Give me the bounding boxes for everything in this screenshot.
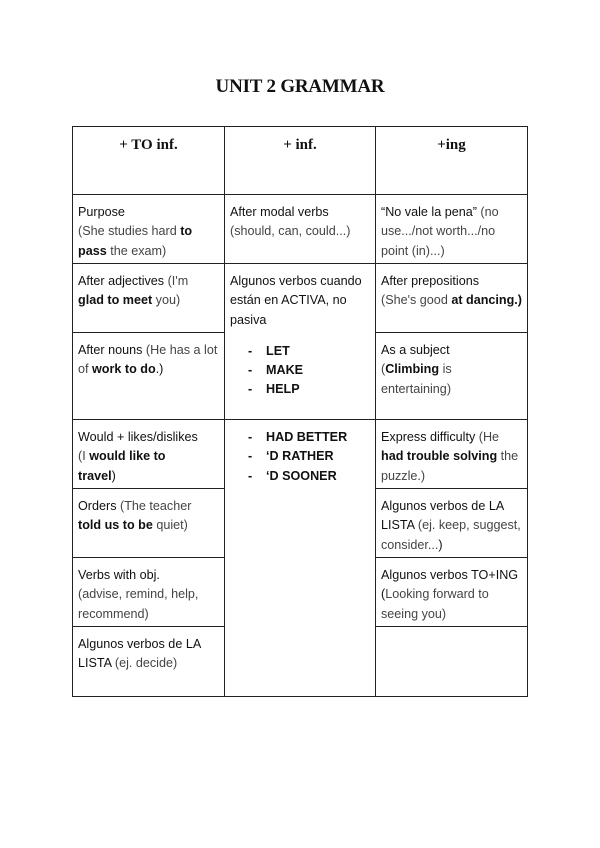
cell-empty — [376, 627, 528, 697]
cell-as-subject: As a subject (Climbing is entertaining) — [376, 333, 528, 420]
cell-would-like: Would + likes/dislikes (I would like to travel) — [73, 420, 225, 489]
header-to-inf: + TO inf. — [73, 127, 225, 195]
cell-after-prepositions: After prepositions (She's good at dancing.) — [376, 264, 528, 333]
header-inf: + inf. — [225, 127, 376, 195]
modal-expressions-list — [230, 428, 370, 486]
cell-verbs-with-obj: Verbs with obj. (advise, remind, help, recommend) — [73, 558, 225, 627]
cell-purpose: Purpose (She studies hard to pass the exam) — [73, 195, 225, 264]
page-title: UNIT 2 GRAMMAR — [215, 76, 385, 97]
list-item: - HAD BETTER — [248, 430, 348, 444]
cell-activa-verbs: Algunos verbos cuando están en ACTIVA, no pasiva - LET - MAKE - HELP — [225, 264, 376, 420]
list-item: - HELP — [248, 382, 300, 397]
list-item: - MAKE — [248, 363, 304, 378]
cell-orders: Orders (The teacher told us to be quiet) — [73, 489, 225, 558]
cell-express-difficulty: Express difficulty (He had trouble solving the puzzle.) — [376, 420, 528, 489]
grammar-table — [72, 126, 528, 697]
cell-modal-verbs: After modal verbs (should, can, could...) — [225, 195, 376, 264]
cell-lista-ing: Algunos verbos de LA LISTA (ej. keep, suggest, consider...) — [376, 489, 528, 558]
cell-after-adjectives: After adjectives (I'm glad to meet you) — [73, 264, 225, 333]
list-item: - ‘D SOONER — [248, 468, 337, 483]
list-item: - ‘D RATHER — [248, 449, 334, 464]
cell-to-ing: Algunos verbos TO+ING (Looking forward to seeing you) — [376, 558, 528, 627]
header-ing: +ing — [376, 127, 528, 195]
bare-inf-list — [230, 342, 370, 400]
cell-lista-to-inf: Algunos verbos de LA LISTA (ej. decide) — [73, 627, 225, 697]
cell-after-nouns: After nouns (He has a lot of work to do.) — [73, 333, 225, 420]
cell-modal-expressions — [225, 420, 376, 697]
list-item: - LET — [248, 343, 290, 358]
cell-no-vale-la-pena: “No vale la pena” (no use.../not worth.../no point (in)...) — [376, 195, 528, 264]
